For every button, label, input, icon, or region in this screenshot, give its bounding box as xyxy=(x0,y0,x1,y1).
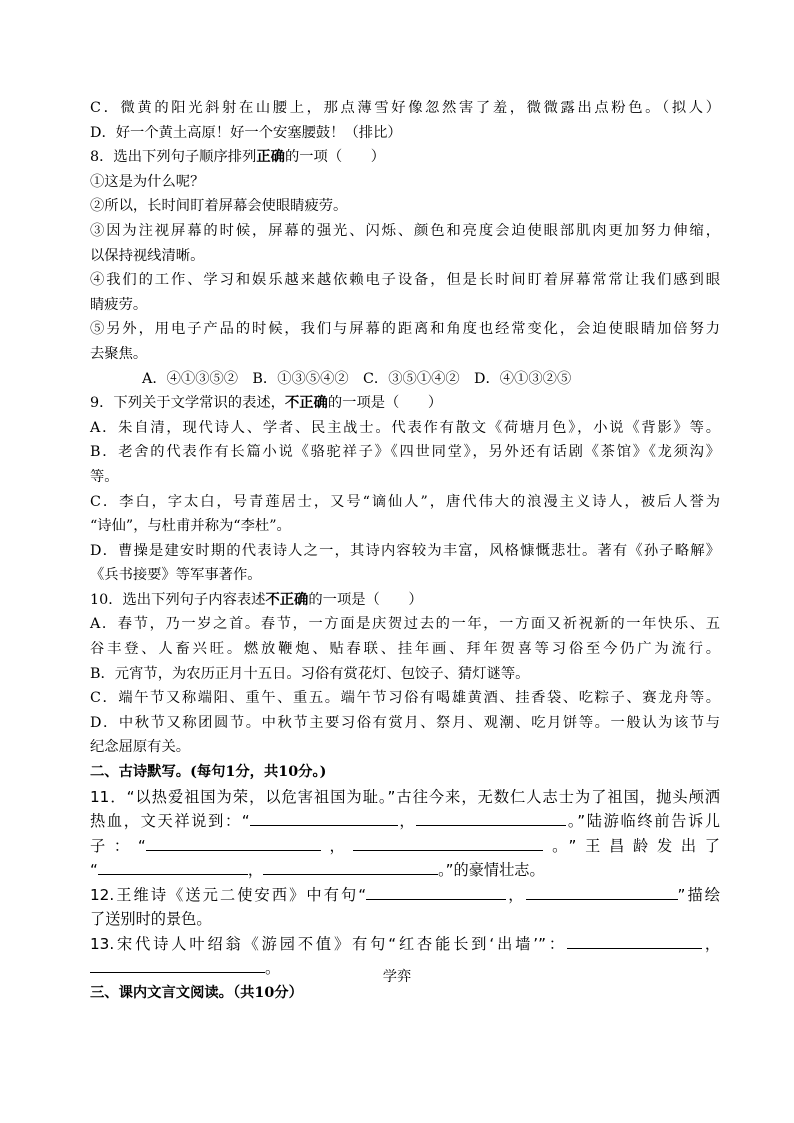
q11-line-1: 11．“以热爱祖国为荣，以危害祖国为耻。”古往今来，无数仁人志士为了祖国，抛头颅洒 xyxy=(90,787,720,806)
section-3-heading: 三、课内文言文阅读。（共10分） xyxy=(90,984,303,1001)
q12-line-1 xyxy=(90,883,720,908)
q12-line-1-tail: ”描绘 xyxy=(677,885,720,904)
answer-blank[interactable] xyxy=(366,883,506,900)
q9-option-b: B．老舍的代表作有长篇小说《骆驼祥子》《四世同堂》，另外还有话剧《茶馆》《龙须沟》 xyxy=(90,444,720,461)
q10-stem-text: 10．选出下列句子内容表述 xyxy=(90,591,266,608)
q9-stem-bold: 不正确 xyxy=(284,395,328,412)
q11-line-3 xyxy=(90,834,720,859)
comma: ， xyxy=(701,934,721,953)
q9-option-c: C．李白，字太白，号青莲居士，又号“谪仙人”，唐代伟大的浪漫主义诗人，被后人誉为 xyxy=(90,493,720,510)
q11-line-3-tail: 。”王昌龄发出了 xyxy=(543,836,720,855)
passage-title: 学弈 xyxy=(382,969,412,985)
q7-option-d: D．好一个黄土高原！好一个安塞腰鼓！（排比） xyxy=(90,124,402,141)
q10-stem-bold: 不正确 xyxy=(265,591,309,608)
period: 。 xyxy=(265,959,281,978)
q9-stem-tail: 的一项是（ ） xyxy=(327,395,443,412)
section-2-heading: 二、古诗默写。(每句1分，共10分。) xyxy=(90,764,327,781)
q8-stem-tail: 的一项（ ） xyxy=(284,149,386,166)
answer-blank[interactable] xyxy=(98,858,248,875)
q11-line-2-text: 热血，文天祥说到：“ xyxy=(90,812,250,831)
q8-options: A．④①③⑤② B．①③⑤④② C．③⑤①④② D．④①③②⑤ xyxy=(142,370,572,387)
q8-stem-bold: 正确 xyxy=(256,149,285,166)
q13-line-1-text: 13.宋代诗人叶绍翁《游园不值》有句“红杏能长到‘出墙’”： xyxy=(90,934,567,953)
q7-option-c: C．微黄的阳光斜射在山腰上，那点薄雪好像忽然害了羞，微微露出点粉色。（拟人） xyxy=(90,100,720,116)
comma: ， xyxy=(397,812,417,831)
q8-stem xyxy=(90,145,720,170)
q9-option-a: A．朱自清，现代诗人、学者、民主战士。代表作有散文《荷塘月色》，小说《背影》等。 xyxy=(90,419,720,436)
answer-blank[interactable] xyxy=(146,834,321,851)
q10-option-a: A．春节，乃一岁之首。春节，一方面是庆贺过去的一年，一方面又祈祝新的一年快乐、五 xyxy=(90,616,720,633)
answer-blank[interactable] xyxy=(250,809,398,826)
q10-option-c: C．端午节又称端阳、重午、重五。端午节习俗有喝雄黄酒、挂香袋、吃粽子、赛龙舟等。 xyxy=(90,690,720,707)
q11-line-4 xyxy=(90,858,720,883)
answer-blank[interactable] xyxy=(353,834,543,851)
q12-line-1-text: 12.王维诗《送元二使安西》中有句“ xyxy=(90,885,367,904)
q8-sentence-5: ⑤另外，用电子产品的时候，我们与屏幕的距离和角度也经常变化，会迫使眼睛加倍努力 xyxy=(90,321,720,338)
q9-stem-text: 9．下列关于文学常识的表述， xyxy=(90,395,285,412)
answer-blank[interactable] xyxy=(263,858,438,875)
exam-page xyxy=(90,96,720,1005)
comma: ， xyxy=(247,861,264,880)
comma: ， xyxy=(506,885,526,904)
q8-stem-text: 8．选出下列句子顺序排列 xyxy=(90,149,257,166)
comma: ， xyxy=(320,836,354,855)
answer-blank[interactable] xyxy=(526,883,678,900)
q11-line-4-tail: 。”的豪情壮志。 xyxy=(438,861,545,880)
q10-stem xyxy=(90,588,720,613)
q10-option-b: B．元宵节，为农历正月十五日。习俗有赏花灯、包饺子、猜灯谜等。 xyxy=(90,665,530,682)
q11-line-2 xyxy=(90,809,720,834)
q9-stem xyxy=(90,391,720,416)
q8-sentence-4: ④我们的工作、学习和娱乐越来越依赖电子设备，但是长时间盯着屏幕常常让我们感到眼 xyxy=(90,272,720,289)
q8-sentence-4-cont: 睛疲劳。 xyxy=(90,296,148,313)
q11-line-3-text: 子：“ xyxy=(90,836,146,855)
q10-option-a-cont: 谷丰登、人畜兴旺。燃放鞭炮、贴春联、挂年画、拜年贺喜等习俗至今仍广为流行。 xyxy=(90,641,720,658)
q10-option-d: D．中秋节又称团圆节。中秋节主要习俗有赏月、祭月、观潮、吃月饼等。一般认为该节与 xyxy=(90,714,720,731)
q12-line-2: 了送别时的景色。 xyxy=(90,910,212,929)
q11-line-2-tail: 。”陆游临终前告诉儿 xyxy=(566,812,721,831)
q8-sentence-5-cont: 去聚焦。 xyxy=(90,345,148,362)
q8-sentence-2: ②所以，长时间盯着屏幕会使眼睛疲劳。 xyxy=(90,198,348,215)
answer-blank[interactable] xyxy=(567,932,702,949)
answer-blank[interactable] xyxy=(416,809,566,826)
q9-option-b-cont: 等。 xyxy=(90,468,119,485)
q8-sentence-3-cont: 以保持视线清晰。 xyxy=(90,247,205,264)
q9-option-d: D．曹操是建安时期的代表诗人之一，其诗内容较为丰富，风格慷慨悲壮。著有《孙子略解》 xyxy=(90,542,720,559)
q9-option-d-cont: 《兵书接要》等军事著作。 xyxy=(90,567,262,584)
q8-sentence-3: ③因为注视屏幕的时候，屏幕的强光、闪烁、颜色和亮度会迫使眼部肌肉更加努力伸缩， xyxy=(90,222,720,239)
q8-sentence-1: ①这是为什么呢？ xyxy=(90,173,205,190)
q13-line-1 xyxy=(90,932,720,957)
q10-option-d-cont: 纪念屈原有关。 xyxy=(90,739,191,756)
q10-stem-tail: 的一项是（ ） xyxy=(308,591,423,608)
quote-open: “ xyxy=(90,861,98,880)
q9-option-c-cont: “诗仙”，与杜甫并称为“李杜”。 xyxy=(90,518,291,535)
